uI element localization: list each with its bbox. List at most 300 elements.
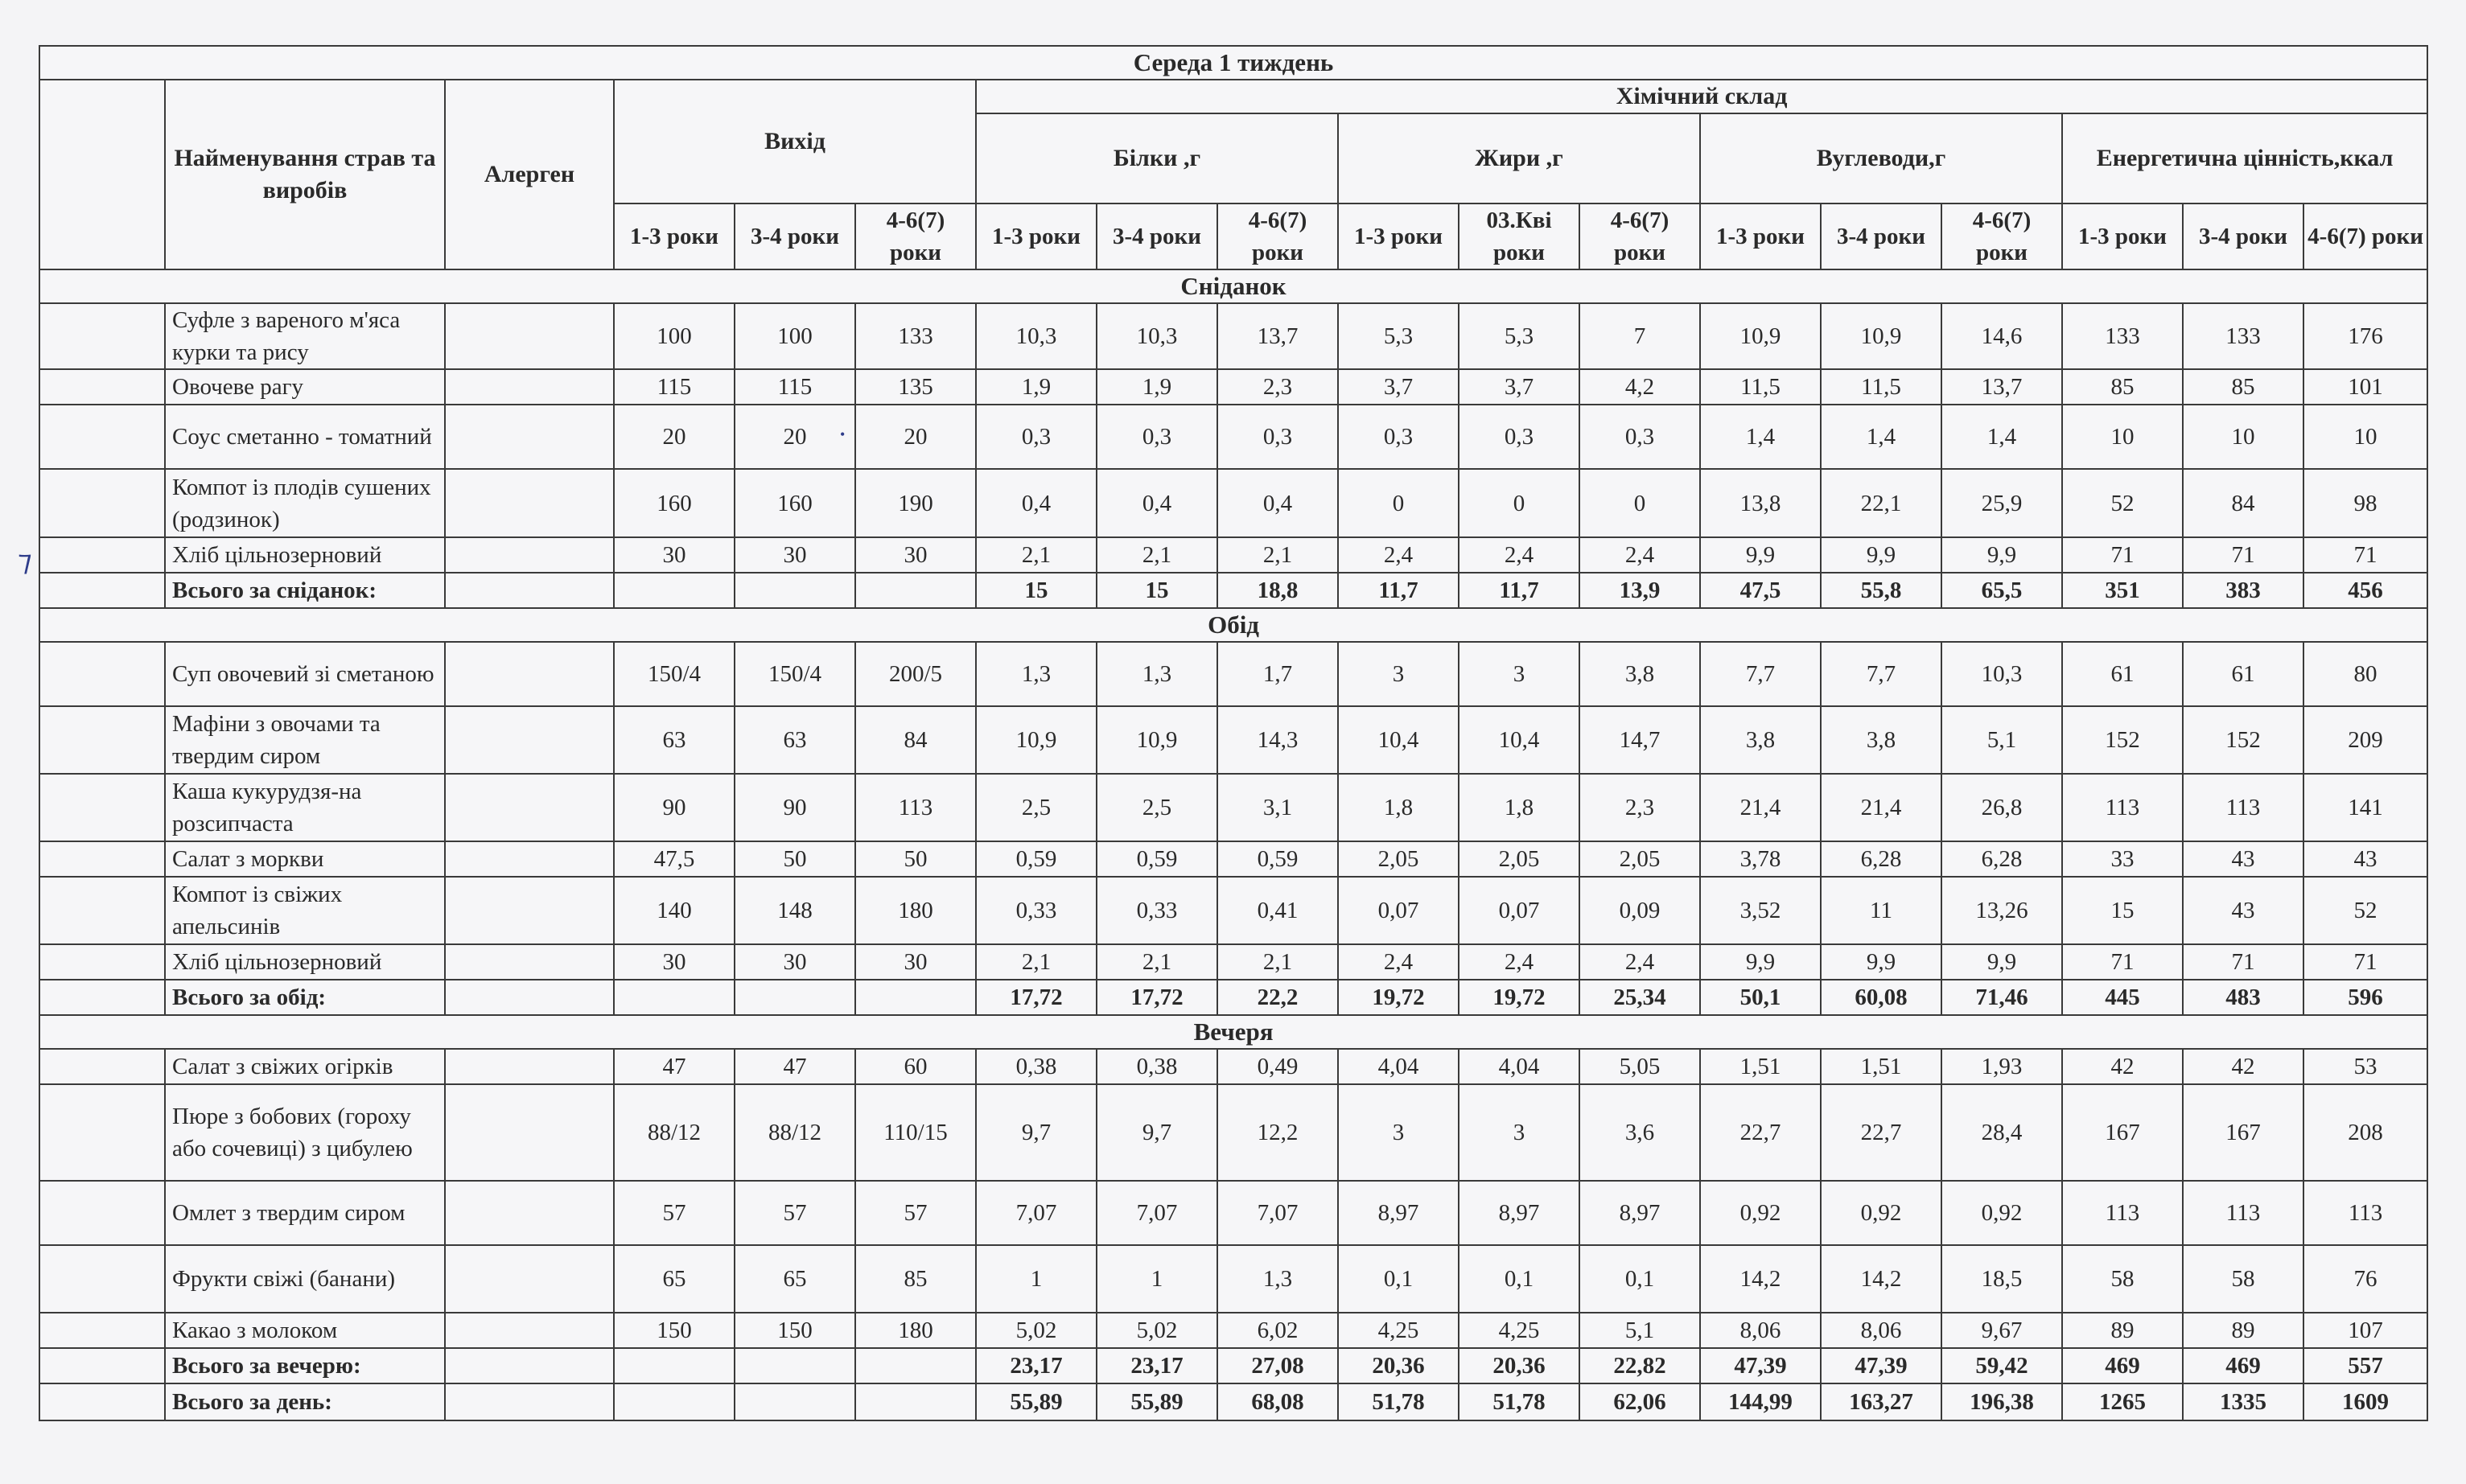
value-cell: 2,05 (1579, 841, 1700, 877)
value-cell: 7,7 (1700, 642, 1821, 706)
value-cell: 1 (976, 1245, 1097, 1313)
allergen-cell (445, 642, 614, 706)
total-label: Всього за день: (165, 1383, 445, 1420)
value-cell: 200/5 (855, 642, 976, 706)
value-cell: 3,78 (1700, 841, 1821, 877)
value-cell: 18,8 (1217, 573, 1338, 608)
allergen-cell (445, 1181, 614, 1245)
value-cell: 7,07 (976, 1181, 1097, 1245)
value-cell: 0,07 (1338, 877, 1459, 944)
row-number-cell (39, 980, 165, 1015)
value-cell: 2,5 (1097, 774, 1217, 841)
value-cell: 71 (2183, 537, 2303, 573)
value-cell: 20 (735, 405, 855, 469)
value-cell: 1,4 (1821, 405, 1941, 469)
value-cell: 0,3 (976, 405, 1097, 469)
value-cell: 23,17 (1097, 1348, 1217, 1383)
value-cell: 1,51 (1821, 1049, 1941, 1084)
value-cell: 30 (614, 537, 735, 573)
total-label: Всього за обід: (165, 980, 445, 1015)
value-cell: 5,02 (1097, 1313, 1217, 1348)
chemical-header: Хімічний склад (976, 80, 2427, 113)
value-cell: 1,4 (1700, 405, 1821, 469)
value-cell: 50,1 (1700, 980, 1821, 1015)
value-cell: 7 (1579, 303, 1700, 369)
value-cell: 47,39 (1700, 1348, 1821, 1383)
value-cell: 47,5 (1700, 573, 1821, 608)
value-cell: 42 (2183, 1049, 2303, 1084)
value-cell: 13,8 (1700, 469, 1821, 537)
allergen-cell (445, 537, 614, 573)
row-number-cell (39, 573, 165, 608)
value-cell: 10 (2183, 405, 2303, 469)
value-cell: 160 (735, 469, 855, 537)
value-cell: 9,9 (1700, 944, 1821, 980)
value-cell: 1,3 (976, 642, 1097, 706)
value-cell: 0,09 (1579, 877, 1700, 944)
value-cell: 483 (2183, 980, 2303, 1015)
value-cell: 60 (855, 1049, 976, 1084)
value-cell: 55,89 (976, 1383, 1097, 1420)
value-cell: 2,05 (1338, 841, 1459, 877)
value-cell: 61 (2183, 642, 2303, 706)
row-number-cell (39, 369, 165, 405)
value-cell: 0,1 (1459, 1245, 1579, 1313)
allergen-cell (445, 980, 614, 1015)
value-cell: 89 (2183, 1313, 2303, 1348)
value-cell: 6,28 (1821, 841, 1941, 877)
table-row (39, 1313, 2427, 1348)
value-cell: 115 (735, 369, 855, 405)
age-header: 3-4 роки (2183, 203, 2303, 269)
total-label: Всього за вечерю: (165, 1348, 445, 1383)
age-header: 4-6(7) роки (1941, 203, 2062, 269)
value-cell: 19,72 (1338, 980, 1459, 1015)
value-cell: 28,4 (1941, 1084, 2062, 1181)
value-cell: 135 (855, 369, 976, 405)
value-cell: 152 (2183, 706, 2303, 774)
value-cell: 2,1 (1217, 537, 1338, 573)
value-cell: 167 (2062, 1084, 2183, 1181)
value-cell: 1,9 (1097, 369, 1217, 405)
total-row (39, 980, 2427, 1015)
value-cell: 167 (2183, 1084, 2303, 1181)
value-cell: 3,8 (1821, 706, 1941, 774)
value-cell: 0 (1459, 469, 1579, 537)
value-cell: 469 (2183, 1348, 2303, 1383)
value-cell: 0,92 (1821, 1181, 1941, 1245)
allergen-header: Алерген (445, 80, 614, 269)
value-cell: 89 (2062, 1313, 2183, 1348)
value-cell: 5,3 (1459, 303, 1579, 369)
row-number-cell (39, 537, 165, 573)
value-cell: 0,38 (1097, 1049, 1217, 1084)
value-cell: 10,3 (976, 303, 1097, 369)
row-number-header (39, 80, 165, 269)
table-row (39, 944, 2427, 980)
value-cell: 3 (1338, 1084, 1459, 1181)
value-cell: 3,1 (1217, 774, 1338, 841)
value-cell: 351 (2062, 573, 2183, 608)
allergen-cell (445, 706, 614, 774)
value-cell: 7,07 (1217, 1181, 1338, 1245)
dish-name-header: Найменування страв та виробів (165, 80, 445, 269)
value-cell: 13,7 (1217, 303, 1338, 369)
section-row (39, 608, 2427, 642)
value-cell (614, 980, 735, 1015)
value-cell: 11 (1821, 877, 1941, 944)
value-cell: 5,1 (1579, 1313, 1700, 1348)
value-cell: 47 (614, 1049, 735, 1084)
value-cell: 4,04 (1338, 1049, 1459, 1084)
row-number-cell (39, 1181, 165, 1245)
value-cell: 85 (2183, 369, 2303, 405)
allergen-cell (445, 1383, 614, 1420)
value-cell: 148 (735, 877, 855, 944)
value-cell: 80 (2303, 642, 2427, 706)
allergen-cell (445, 944, 614, 980)
age-header: 03.Кві роки (1459, 203, 1579, 269)
value-cell: 11,7 (1338, 573, 1459, 608)
row-number-cell (39, 1383, 165, 1420)
value-cell: 21,4 (1821, 774, 1941, 841)
table-title: Середа 1 тиждень (39, 46, 2427, 80)
value-cell: 11,5 (1821, 369, 1941, 405)
value-cell: 63 (614, 706, 735, 774)
row-number-cell (39, 303, 165, 369)
value-cell: 21,4 (1700, 774, 1821, 841)
value-cell: 19,72 (1459, 980, 1579, 1015)
value-cell: 2,1 (1097, 537, 1217, 573)
table-row (39, 303, 2427, 369)
value-cell: 2,4 (1338, 944, 1459, 980)
value-cell: 115 (614, 369, 735, 405)
value-cell: 133 (2062, 303, 2183, 369)
value-cell: 8,97 (1579, 1181, 1700, 1245)
value-cell: 13,9 (1579, 573, 1700, 608)
value-cell: 30 (735, 537, 855, 573)
value-cell: 10,4 (1338, 706, 1459, 774)
table-row (39, 369, 2427, 405)
value-cell: 63 (735, 706, 855, 774)
value-cell: 163,27 (1821, 1383, 1941, 1420)
value-cell: 1265 (2062, 1383, 2183, 1420)
value-cell: 113 (2303, 1181, 2427, 1245)
value-cell: 0 (1579, 469, 1700, 537)
dish-name: Суфле з вареного м'яса курки та рису (165, 303, 445, 369)
value-cell: 30 (735, 944, 855, 980)
value-cell: 0,07 (1459, 877, 1579, 944)
value-cell: 50 (735, 841, 855, 877)
value-cell: 1,8 (1338, 774, 1459, 841)
value-cell (614, 573, 735, 608)
value-cell: 10,9 (1821, 303, 1941, 369)
value-cell: 557 (2303, 1348, 2427, 1383)
value-cell: 1,51 (1700, 1049, 1821, 1084)
value-cell: 15 (2062, 877, 2183, 944)
value-cell: 3,8 (1579, 642, 1700, 706)
value-cell: 47,39 (1821, 1348, 1941, 1383)
value-cell: 1 (1097, 1245, 1217, 1313)
allergen-cell (445, 841, 614, 877)
value-cell: 0,1 (1579, 1245, 1700, 1313)
carbs-header: Вуглеводи,г (1700, 113, 2062, 203)
value-cell: 113 (855, 774, 976, 841)
value-cell: 4,25 (1459, 1313, 1579, 1348)
value-cell (855, 980, 976, 1015)
row-number-cell (39, 706, 165, 774)
value-cell: 5,1 (1941, 706, 2062, 774)
row-number-cell (39, 841, 165, 877)
row-number-cell (39, 774, 165, 841)
value-cell: 113 (2062, 1181, 2183, 1245)
value-cell: 100 (735, 303, 855, 369)
energy-header: Енергетична цінність,ккал (2062, 113, 2427, 203)
dish-name: Хліб цільнозерновий (165, 537, 445, 573)
value-cell: 10 (2062, 405, 2183, 469)
value-cell: 65 (614, 1245, 735, 1313)
value-cell: 2,4 (1338, 537, 1459, 573)
dish-name: Компот із плодів сушених (родзинок) (165, 469, 445, 537)
value-cell: 4,2 (1579, 369, 1700, 405)
value-cell (614, 1348, 735, 1383)
allergen-cell (445, 405, 614, 469)
value-cell: 57 (855, 1181, 976, 1245)
value-cell: 3,8 (1700, 706, 1821, 774)
value-cell: 30 (855, 944, 976, 980)
age-header: 3-4 роки (735, 203, 855, 269)
value-cell: 7,7 (1821, 642, 1941, 706)
dish-name: Мафіни з овочами та твердим сиром (165, 706, 445, 774)
value-cell: 90 (735, 774, 855, 841)
value-cell: 2,3 (1217, 369, 1338, 405)
section-title: Сніданок (39, 269, 2427, 303)
row-number-cell (39, 1049, 165, 1084)
value-cell: 52 (2062, 469, 2183, 537)
value-cell: 18,5 (1941, 1245, 2062, 1313)
value-cell: 0,4 (1097, 469, 1217, 537)
value-cell: 445 (2062, 980, 2183, 1015)
value-cell: 22,2 (1217, 980, 1338, 1015)
value-cell: 8,06 (1700, 1313, 1821, 1348)
value-cell: 85 (855, 1245, 976, 1313)
value-cell: 14,6 (1941, 303, 2062, 369)
value-cell: 0,3 (1459, 405, 1579, 469)
value-cell: 57 (614, 1181, 735, 1245)
value-cell: 10,4 (1459, 706, 1579, 774)
value-cell: 27,08 (1217, 1348, 1338, 1383)
dish-name: Хліб цільнозерновий (165, 944, 445, 980)
dish-name: Салат з свіжих огірків (165, 1049, 445, 1084)
row-number-cell (39, 405, 165, 469)
age-header: 1-3 роки (614, 203, 735, 269)
value-cell: 13,26 (1941, 877, 2062, 944)
table-row (39, 706, 2427, 774)
value-cell: 9,9 (1821, 537, 1941, 573)
value-cell: 8,97 (1459, 1181, 1579, 1245)
value-cell: 22,1 (1821, 469, 1941, 537)
value-cell: 1,9 (976, 369, 1097, 405)
value-cell: 14,2 (1700, 1245, 1821, 1313)
value-cell: 150/4 (735, 642, 855, 706)
value-cell: 2,4 (1579, 944, 1700, 980)
value-cell: 160 (614, 469, 735, 537)
value-cell: 10,3 (1097, 303, 1217, 369)
value-cell: 30 (855, 537, 976, 573)
dish-name: Овочеве рагу (165, 369, 445, 405)
value-cell: 190 (855, 469, 976, 537)
value-cell: 469 (2062, 1348, 2183, 1383)
value-cell: 71 (2062, 944, 2183, 980)
allergen-cell (445, 1245, 614, 1313)
row-number-cell (39, 1084, 165, 1181)
value-cell: 113 (2183, 774, 2303, 841)
allergen-cell (445, 1084, 614, 1181)
value-cell: 20,36 (1459, 1348, 1579, 1383)
value-cell: 1,93 (1941, 1049, 2062, 1084)
value-cell: 3 (1338, 642, 1459, 706)
value-cell: 1,7 (1217, 642, 1338, 706)
value-cell: 22,7 (1700, 1084, 1821, 1181)
value-cell: 71 (2303, 944, 2427, 980)
value-cell: 9,9 (1821, 944, 1941, 980)
table-row (39, 642, 2427, 706)
row-number-cell (39, 642, 165, 706)
value-cell: 9,9 (1941, 944, 2062, 980)
value-cell: 0 (1338, 469, 1459, 537)
value-cell: 22,7 (1821, 1084, 1941, 1181)
table-row (39, 877, 2427, 944)
age-header: 4-6(7) роки (855, 203, 976, 269)
value-cell: 0,4 (976, 469, 1097, 537)
dish-name: Омлет з твердим сиром (165, 1181, 445, 1245)
value-cell: 0,41 (1217, 877, 1338, 944)
value-cell: 2,4 (1459, 944, 1579, 980)
value-cell: 176 (2303, 303, 2427, 369)
value-cell: 2,3 (1579, 774, 1700, 841)
age-header: 4-6(7) роки (1579, 203, 1700, 269)
row-number-cell (39, 469, 165, 537)
value-cell: 0,3 (1338, 405, 1459, 469)
value-cell: 88/12 (614, 1084, 735, 1181)
total-row (39, 1348, 2427, 1383)
value-cell: 208 (2303, 1084, 2427, 1181)
value-cell: 100 (614, 303, 735, 369)
value-cell: 456 (2303, 573, 2427, 608)
age-header: 1-3 роки (2062, 203, 2183, 269)
value-cell: 17,72 (976, 980, 1097, 1015)
value-cell: 71 (2183, 944, 2303, 980)
value-cell: 10,9 (1097, 706, 1217, 774)
value-cell: 25,34 (1579, 980, 1700, 1015)
section-title: Обід (39, 608, 2427, 642)
value-cell: 33 (2062, 841, 2183, 877)
allergen-cell (445, 469, 614, 537)
value-cell (735, 1383, 855, 1420)
value-cell (855, 1348, 976, 1383)
value-cell: 133 (855, 303, 976, 369)
value-cell: 14,7 (1579, 706, 1700, 774)
allergen-cell (445, 774, 614, 841)
value-cell: 8,06 (1821, 1313, 1941, 1348)
value-cell: 43 (2303, 841, 2427, 877)
value-cell: 0,33 (1097, 877, 1217, 944)
table-row (39, 774, 2427, 841)
pen-mark: ⁊ (18, 545, 32, 577)
section-row (39, 269, 2427, 303)
value-cell: 5,02 (976, 1313, 1097, 1348)
value-cell: 8,97 (1338, 1181, 1459, 1245)
value-cell: 209 (2303, 706, 2427, 774)
value-cell: 180 (855, 1313, 976, 1348)
value-cell: 1,4 (1941, 405, 2062, 469)
value-cell: 9,7 (976, 1084, 1097, 1181)
age-header: 4-6(7) роки (1217, 203, 1338, 269)
value-cell: 90 (614, 774, 735, 841)
value-cell: 3,6 (1579, 1084, 1700, 1181)
value-cell: 13,7 (1941, 369, 2062, 405)
value-cell: 71 (2303, 537, 2427, 573)
allergen-cell (445, 573, 614, 608)
value-cell: 98 (2303, 469, 2427, 537)
value-cell: 9,67 (1941, 1313, 2062, 1348)
dish-name: Пюре з бобових (гороху або сочевиці) з цибулею (165, 1084, 445, 1181)
total-row (39, 573, 2427, 608)
value-cell: 76 (2303, 1245, 2427, 1313)
value-cell: 133 (2183, 303, 2303, 369)
value-cell: 65,5 (1941, 573, 2062, 608)
table-row (39, 1181, 2427, 1245)
value-cell: 141 (2303, 774, 2427, 841)
value-cell: 53 (2303, 1049, 2427, 1084)
value-cell: 196,38 (1941, 1383, 2062, 1420)
table-row (39, 1245, 2427, 1313)
value-cell: 1609 (2303, 1383, 2427, 1420)
value-cell: 58 (2183, 1245, 2303, 1313)
value-cell: 2,4 (1459, 537, 1579, 573)
value-cell: 2,4 (1579, 537, 1700, 573)
value-cell: 10,3 (1941, 642, 2062, 706)
value-cell: 0,92 (1941, 1181, 2062, 1245)
value-cell: 152 (2062, 706, 2183, 774)
value-cell: 0,4 (1217, 469, 1338, 537)
value-cell: 7,07 (1097, 1181, 1217, 1245)
value-cell: 150/4 (614, 642, 735, 706)
value-cell: 84 (2183, 469, 2303, 537)
value-cell (855, 1383, 976, 1420)
dish-name: Фрукти свіжі (банани) (165, 1245, 445, 1313)
table-row (39, 841, 2427, 877)
value-cell: 47 (735, 1049, 855, 1084)
value-cell: 20 (614, 405, 735, 469)
value-cell: 47,5 (614, 841, 735, 877)
value-cell: 0,38 (976, 1049, 1097, 1084)
value-cell: 51,78 (1459, 1383, 1579, 1420)
table-row (39, 405, 2427, 469)
value-cell: 110/15 (855, 1084, 976, 1181)
value-cell: 1,3 (1097, 642, 1217, 706)
value-cell: 10 (2303, 405, 2427, 469)
value-cell: 10,9 (1700, 303, 1821, 369)
value-cell: 144,99 (1700, 1383, 1821, 1420)
row-number-cell (39, 1245, 165, 1313)
row-number-cell (39, 1313, 165, 1348)
dish-name: Салат з моркви (165, 841, 445, 877)
dish-name: Суп овочевий зі сметаною (165, 642, 445, 706)
value-cell: 9,7 (1097, 1084, 1217, 1181)
value-cell: 9,9 (1700, 537, 1821, 573)
value-cell: 84 (855, 706, 976, 774)
